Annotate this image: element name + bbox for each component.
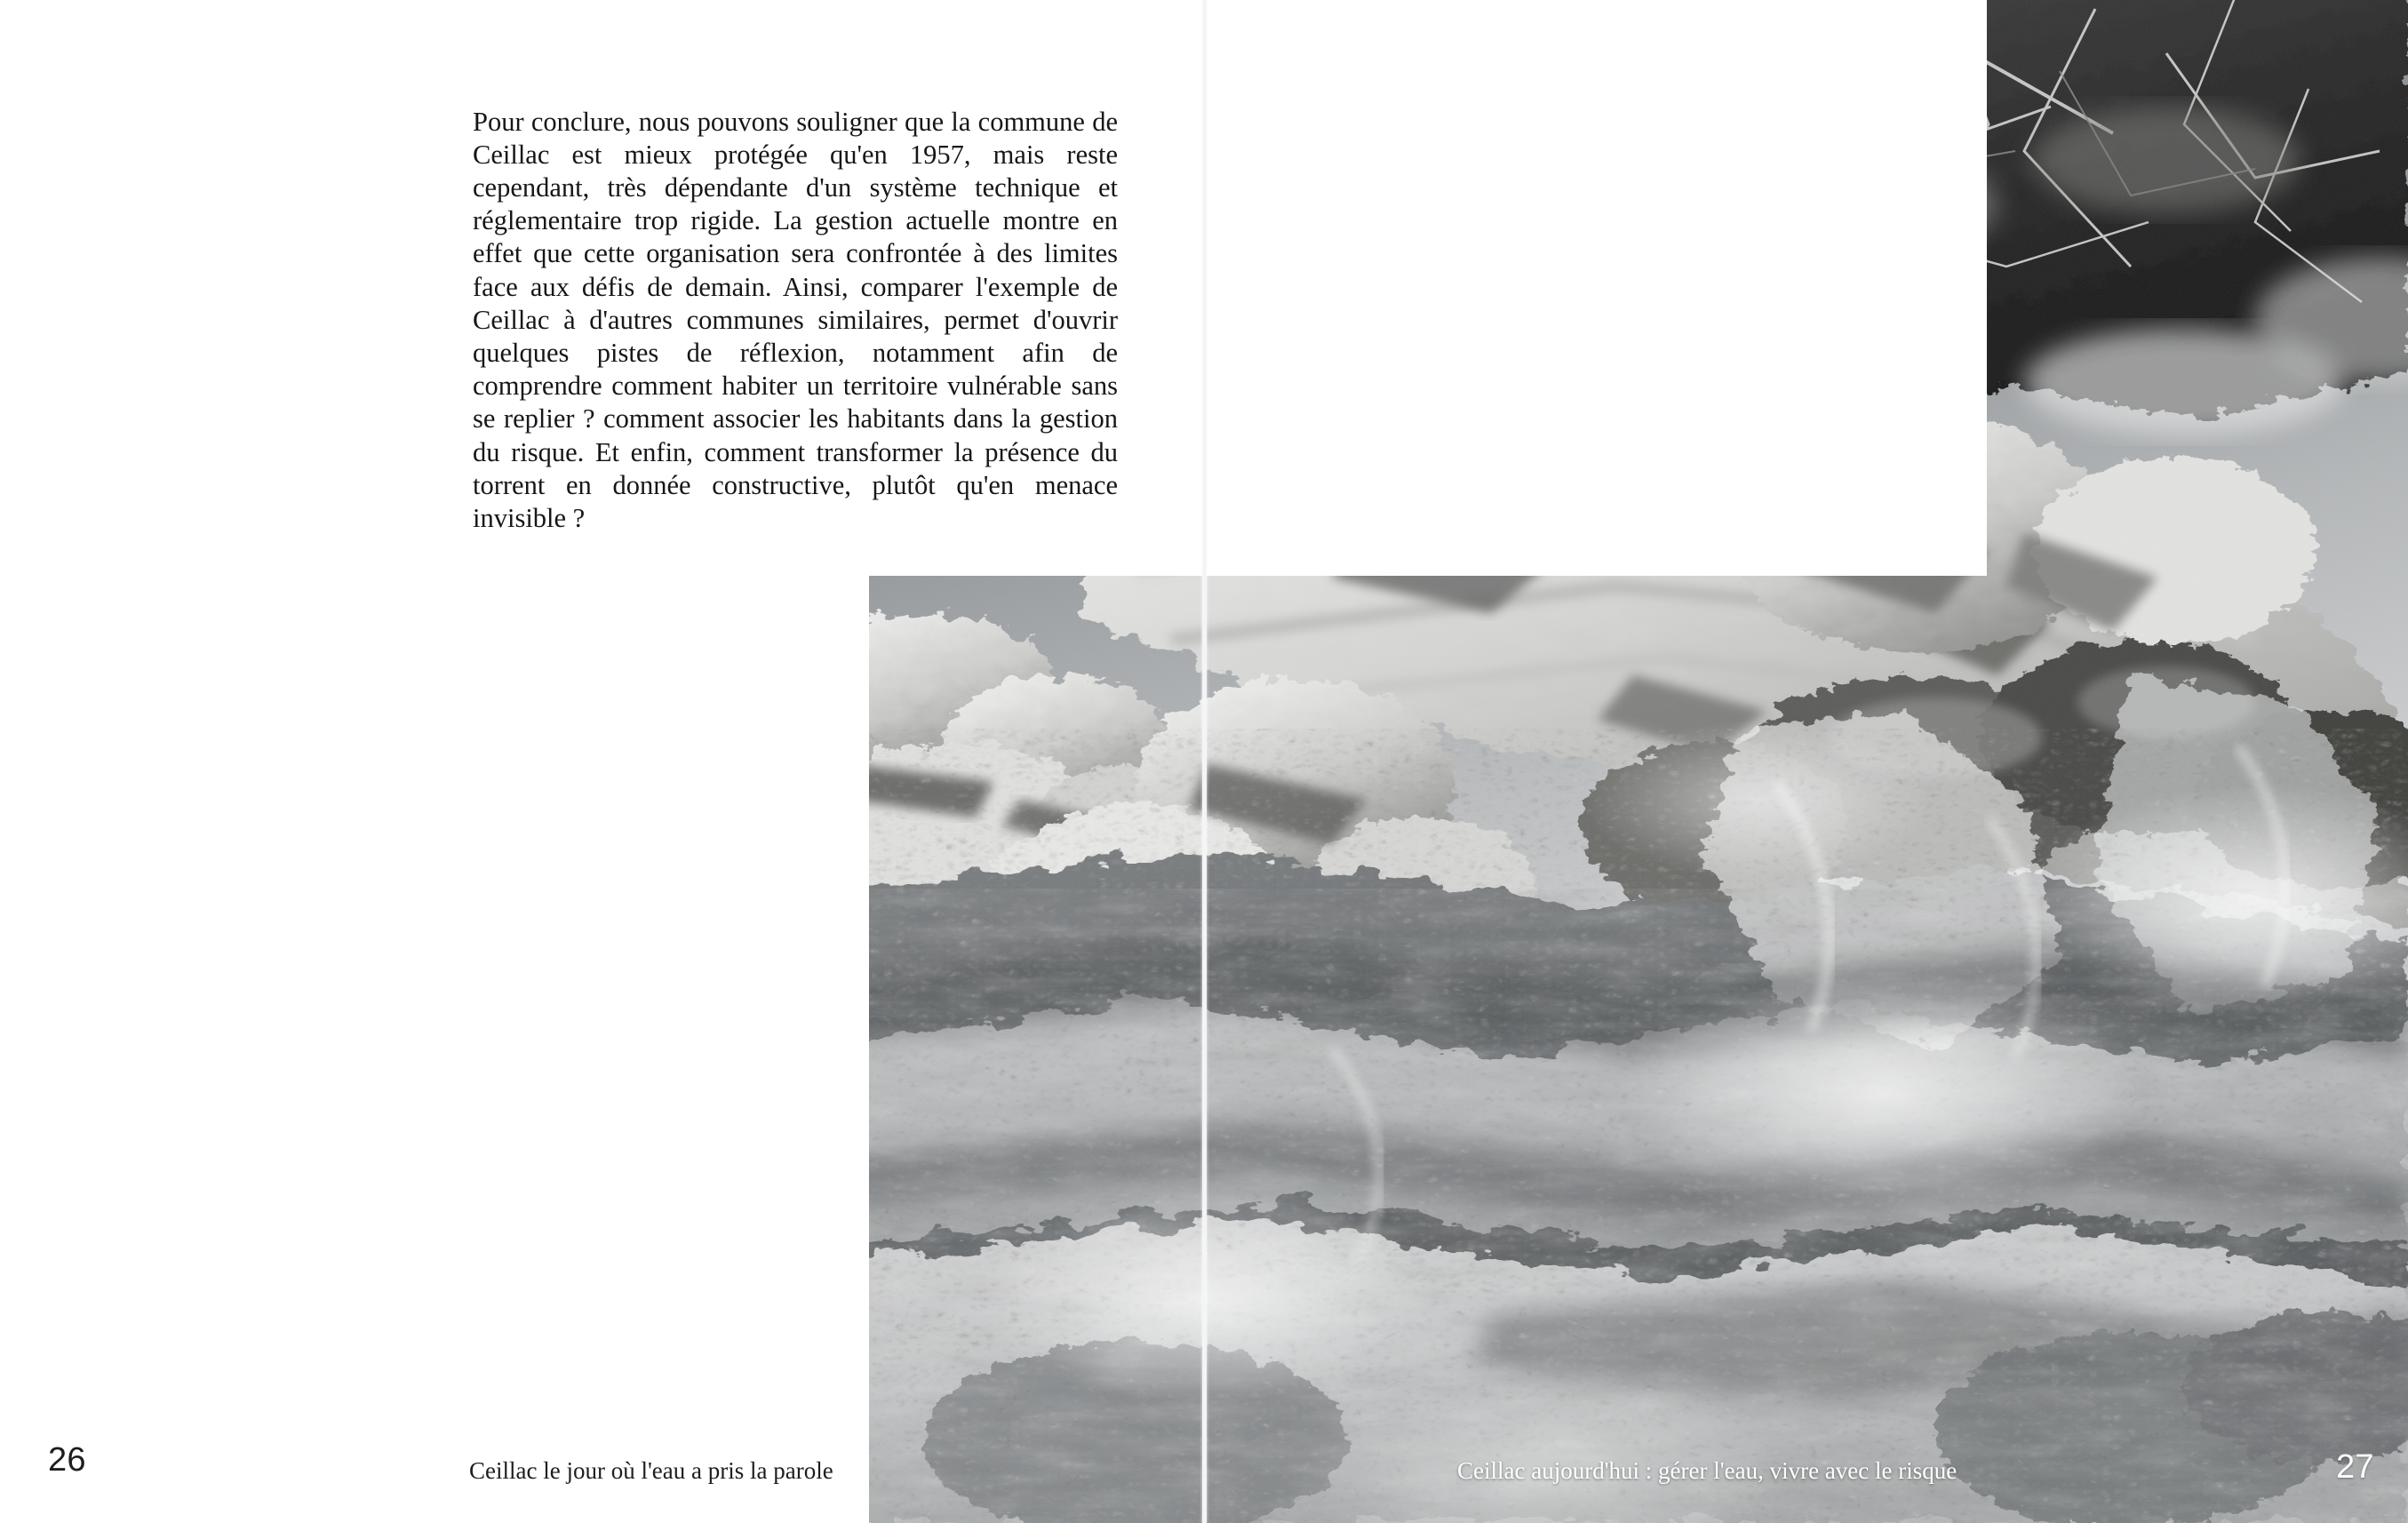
running-head-left: Ceillac le jour où l'eau a pris la parole <box>469 1457 833 1484</box>
body-paragraph: Pour conclure, nous pouvons souligner que la commune de Ceillac est mieux protégée qu'en 1957, mais reste cependant, très dépendante d'un système technique et réglementaire trop rigide. La gestion actuelle montre en effet que cette organisation sera confrontée à des limites face aux défis de demain. Ainsi, comparer l'exemple de Ceillac à d'autres communes similaires, permet d'ouvrir quelques pistes de réflexion, notamment afin de comprendre comment habiter un territoire vulnérable sans se replier ? comment associer les habitants dans la gestion du risque. Et enfin, comment transformer la présence du torrent en donnée constructive, plutôt qu'en menace invisible ? <box>473 106 1118 533</box>
spread-gutter <box>1202 0 1207 1523</box>
page-number-right: 27 <box>2336 1448 2374 1486</box>
running-head-right: Ceillac aujourd'hui : gérer l'eau, vivre avec le risque <box>1457 1457 1957 1484</box>
page-number-left: 26 <box>48 1441 86 1479</box>
